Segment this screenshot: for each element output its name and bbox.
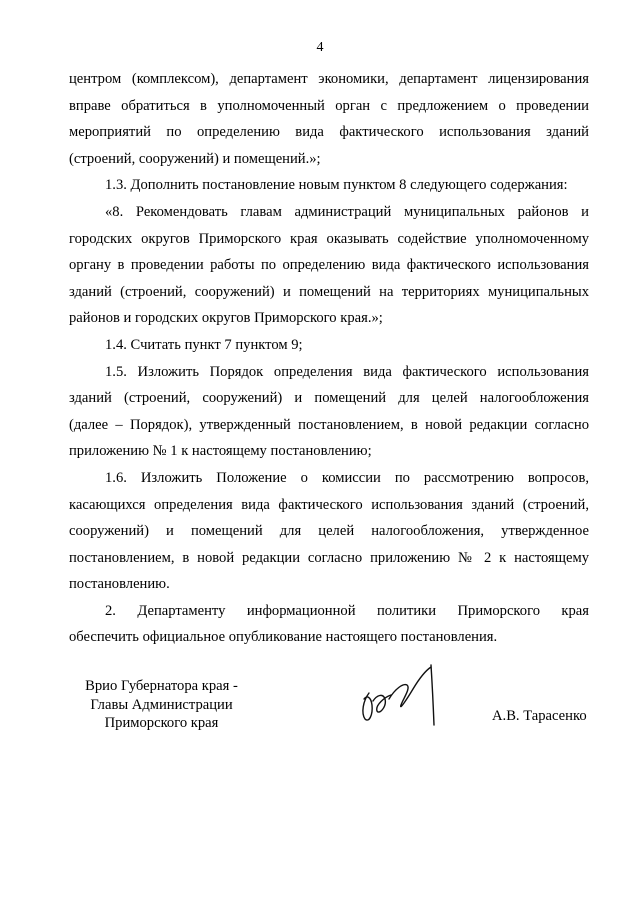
paragraph bbox=[69, 465, 589, 598]
text-line: обеспечить официальное опубликование настоящего постановления. bbox=[69, 629, 498, 646]
paragraph bbox=[69, 172, 589, 199]
handwritten-signature bbox=[355, 655, 445, 735]
text-line: центром (комплексом), департамент экономики, департамент лицензирования bbox=[69, 71, 589, 87]
text-line: мероприятий по определению вида фактического использования зданий bbox=[69, 124, 589, 141]
text-line: зданий (строений, сооружений) и помещений для целей налогообложения bbox=[69, 390, 589, 407]
position-line: Врио Губернатора края - bbox=[85, 678, 238, 694]
paragraph bbox=[69, 199, 589, 332]
text-line: (строений, сооружений) и помещений.»; bbox=[69, 150, 321, 167]
text-line: приложению № 1 к настоящему постановлению; bbox=[69, 443, 372, 460]
position-line: Приморского края bbox=[104, 715, 219, 731]
text-line: районов и городских округов Приморского края.»; bbox=[69, 310, 383, 327]
paragraph bbox=[69, 598, 589, 651]
paragraph bbox=[69, 359, 589, 465]
text-line: вправе обратиться в уполномоченный орган с предложением о проведении bbox=[69, 97, 589, 114]
text-line: постановлением, в новой редакции согласно приложению № 2 к настоящему bbox=[69, 549, 589, 566]
text-line: 1.4. Считать пункт 7 пунктом 9; bbox=[105, 336, 303, 353]
text-line: 1.6. Изложить Положение о комиссии по рассмотрению вопросов, bbox=[105, 469, 589, 486]
paragraph bbox=[69, 66, 589, 172]
signatory-position bbox=[64, 677, 259, 733]
text-line: (далее – Порядок), утвержденный постановлением, в новой редакции согласно bbox=[69, 416, 589, 433]
text-line: органу в проведении работы по определению вида фактического использования bbox=[69, 257, 589, 274]
page-number: 4 bbox=[316, 40, 324, 55]
text-line: касающихся определения вида фактического использования зданий (строений, bbox=[69, 496, 589, 513]
signer-name: А.В. Тарасенко bbox=[492, 708, 587, 724]
text-line: сооружений) и помещений для целей налогообложения, утвержденное bbox=[69, 523, 589, 540]
paragraph bbox=[69, 332, 589, 359]
text-line: «8. Рекомендовать главам администраций муниципальных районов и bbox=[105, 203, 589, 220]
text-line: 1.3. Дополнить постановление новым пунктом 8 следующего содержания: bbox=[105, 177, 568, 194]
position-line: Главы Администрации bbox=[90, 696, 233, 713]
text-line: постановлению. bbox=[69, 576, 170, 593]
text-line: 2. Департаменту информационной политики Приморского края bbox=[105, 602, 589, 619]
document-body bbox=[69, 66, 589, 651]
text-line: 1.5. Изложить Порядок определения вида фактического использования bbox=[105, 363, 589, 380]
text-line: зданий (строений, сооружений) и помещений на территориях муниципальных bbox=[69, 283, 589, 300]
text-line: городских округов Приморского края оказывать содействие уполномоченному bbox=[69, 230, 589, 247]
